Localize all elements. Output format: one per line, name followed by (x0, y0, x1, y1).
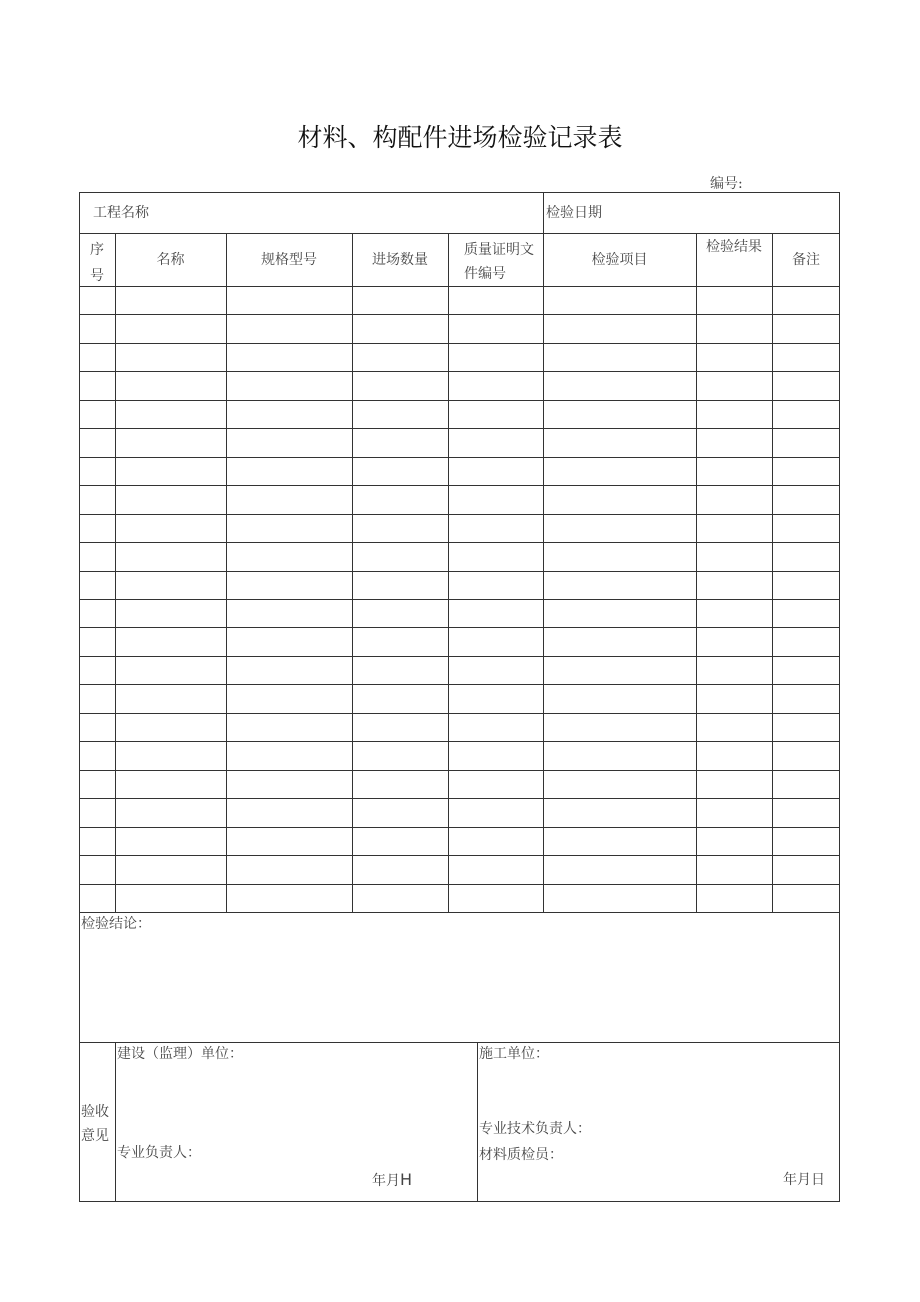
table-row-line (79, 571, 840, 572)
owner-date (372, 1170, 412, 1191)
table-row-line (79, 428, 840, 429)
conclusion-label: 检验结论： (81, 916, 151, 932)
table-row-line (79, 627, 840, 628)
owner-date-text: 年月 (372, 1173, 400, 1189)
col-line-1 (115, 233, 116, 912)
col-line-5 (543, 233, 544, 912)
col-header-seq-line1: 序 (90, 242, 104, 258)
table-row-line (79, 542, 840, 543)
table-row-line (79, 314, 840, 315)
col-header-cert-line2: 件编号 (464, 266, 506, 282)
table-row-line (79, 599, 840, 600)
table-row-line (79, 371, 840, 372)
doc-number-label: 编号: (710, 176, 743, 192)
table-row-line (79, 485, 840, 486)
table-row-line (79, 770, 840, 771)
owner-responsible-label: 专业负责人： (117, 1145, 201, 1161)
table-row-line (79, 656, 840, 657)
acceptance-unit-divider (477, 1042, 478, 1202)
table-row-line (79, 855, 840, 856)
column-header-bottom-line (79, 286, 840, 287)
owner-unit-label: 建设（监理）单位： (117, 1046, 243, 1062)
col-header-seq-line2: 号 (90, 268, 104, 284)
acceptance-label-divider (115, 1042, 116, 1202)
table-row-line (79, 798, 840, 799)
table-row-line (79, 741, 840, 742)
contractor-tech-label: 专业技术负责人： (479, 1121, 591, 1137)
owner-date-suffix: H (400, 1170, 413, 1189)
table-row-line (79, 884, 840, 885)
col-line-3 (352, 233, 353, 912)
acceptance-label-line1: 验收 (81, 1104, 109, 1120)
inspection-date-label: 检验日期 (546, 205, 602, 221)
table-row-line (79, 827, 840, 828)
page-title: 材料、构配件进场检验记录表 (297, 123, 623, 152)
col-header-name: 名称 (156, 252, 185, 268)
acceptance-top-line (79, 1042, 840, 1043)
col-header-spec-model: 规格型号 (261, 252, 317, 268)
col-header-quantity: 进场数量 (372, 252, 428, 268)
col-line-6 (696, 233, 697, 912)
contractor-unit-label: 施工单位： (479, 1046, 549, 1062)
table-row-line (79, 343, 840, 344)
col-header-remarks: 备注 (792, 252, 820, 268)
project-name-label: 工程名称 (93, 205, 149, 221)
acceptance-label-line2: 意见 (81, 1128, 109, 1144)
contractor-inspector-label: 材料质检员： (479, 1147, 563, 1163)
table-row-line (79, 514, 840, 515)
table-row-line (79, 684, 840, 685)
col-line-2 (226, 233, 227, 912)
table-row-line (79, 400, 840, 401)
col-header-inspection-result: 检验结果 (706, 239, 762, 255)
date-divider-line (543, 192, 544, 233)
conclusion-top-line (79, 912, 840, 913)
table-row-line (79, 457, 840, 458)
col-line-4 (448, 233, 449, 912)
col-header-inspection-item: 检验项目 (591, 252, 648, 268)
col-header-cert-line1: 质量证明文 (464, 242, 534, 258)
col-line-7 (772, 233, 773, 912)
table-row-line (79, 713, 840, 714)
contractor-date: 年月日 (783, 1172, 825, 1188)
header-divider-line (79, 233, 840, 234)
